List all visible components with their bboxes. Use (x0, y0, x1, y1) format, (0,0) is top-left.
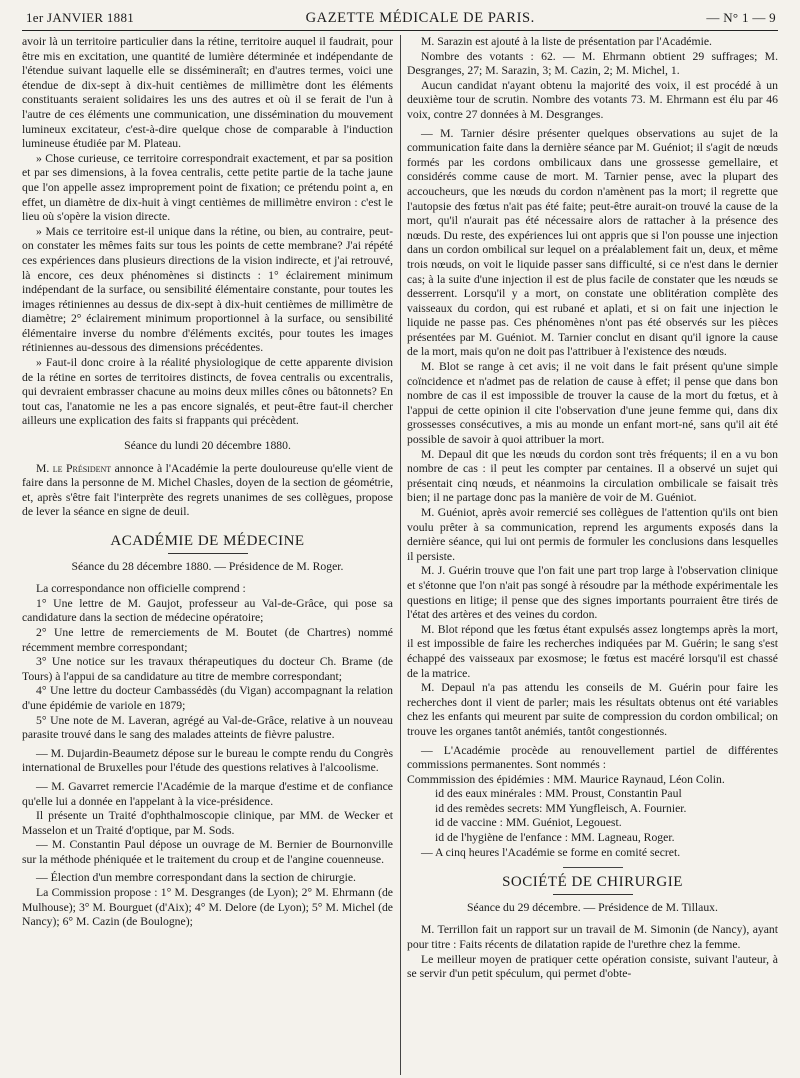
paragraph: avoir là un territoire particulier dans la rétine, territoire auquel il faudrait, pour être mis en excitation, une quantité de lumière déterminée et indépendante de l'étendue suivant laquelle elle se dissémineraît; en d'autres termes, voici une étendue de dix-sept à dix-huit centièmes de millimètre dont les éléments constituants seraient solidaires les uns des autres et où il se ferait de l'un à l'autre de ces éléments une communication, une dissémination du mouvement lumineux excitateur, c'est-à-dire quelque chose de comparable à l'induction lumineuse étudiée par M. Plateau. (22, 35, 393, 151)
paragraph: M. Depaul dit que les nœuds du cordon sont très fréquents; il en a vu bon nombre de cas : il peut les compter par centaines. Il a observé un sujet qui présentait cinq nœuds, et néanmoins la circulation ombilicale se faisait très bien; il ne partage donc pas la manière de voir de M. Guéniot. (407, 447, 778, 505)
right-column (407, 35, 778, 1075)
left-column (22, 35, 393, 1075)
divider (168, 553, 248, 554)
divider (563, 867, 623, 868)
list-item: 3° Une notice sur les travaux thérapeutiques du docteur Ch. Brame (de Tours) à l'appui de sa candidature au titre de membre correspondant; (22, 655, 393, 683)
session-heading: Séance du 28 décembre 1880. — Présidence de M. Roger. (71, 559, 344, 573)
commission-item: Commmission des épidémies : MM. Maurice Raynaud, Léon Colin. (407, 772, 725, 786)
divider (553, 894, 633, 895)
section-title: ACADÉMIE DE MÉDECINE (110, 533, 305, 549)
session-heading: Séance du 29 décembre. — Présidence de M. Tillaux. (467, 900, 718, 914)
paragraph: La correspondance non officielle comprend : (36, 582, 246, 596)
paragraph: M. Blot se range à cet avis; il ne voit dans le fait présent qu'une simple coïncidence et n'admet pas de relation de cause à effet; il pense que dans bon nombre de cas il est impossible de trouver la cause de la mort du fœtus, et à l'appui de cette opinion il cite l'observation d'une jeune femme qui, dans dix grossesses consécutives, a mis au monde un enfant mort-né, sans qu'il ait été possible de savoir à quoi attribuer la mort. (407, 360, 778, 447)
page-header (22, 10, 778, 31)
paragraph: La Commission propose : 1° M. Desgranges (de Lyon); 2° M. Ehrmann (de Mulhouse); 3° M. Bourguet (d'Aix); 4° M. Delore (de Lyon); 5° M. Michel (de Nancy); 6° M. Cazin (de Boulogne); (22, 886, 393, 929)
paragraph: M. Terrillon fait un rapport sur un travail de M. Simonin (de Nancy), ayant pour titre : Faits récents de dilatation rapide de l'urethre chez la femme. (407, 923, 778, 952)
paragraph: — A cinq heures l'Académie se forme en comité secret. (421, 845, 681, 859)
issue-date: 1er JANVIER 1881 (26, 10, 135, 25)
paragraph: — M. Dujardin-Beaumetz dépose sur le bureau le compte rendu du Congrès international de Bruxelles pour l'étude des questions relatives à l'alcoolisme. (22, 746, 393, 775)
list-item: 5° Une note de M. Laveran, agrégé au Val-de-Grâce, relative à un nouveau parasite trouvé dans le sang des malades atteints de fièvre palustre. (22, 713, 393, 742)
list-item: 2° Une lettre de remerciements de M. Boutet (de Chartres) nommé récemment membre correspondant; (22, 625, 393, 654)
paragraph: — M. Constantin Paul dépose un ouvrage de M. Bernier de Bournonville sur la méthode phéniquée et le traitement du croup et de l'angine couenneuse. (22, 838, 393, 866)
commission-item: id de l'hygiène de l'enfance : MM. Lagneau, Roger. (435, 831, 675, 845)
paragraph: M. Sarazin est ajouté à la liste de présentation par l'Académie. (421, 35, 712, 48)
article-columns (22, 35, 778, 1075)
paragraph: M. Guéniot, après avoir remercié ses collègues de l'attention qu'ils ont bien voulu prêter à sa communication, reprend les arguments exposés dans la dernière séance, qui lui ont permis de formuler les conclusions dans lesquelles il persiste. (407, 506, 778, 563)
session-heading: Séance du lundi 20 décembre 1880. (124, 439, 291, 453)
paragraph: Nombre des votants : 62. — M. Ehrmann obtient 29 suffrages; M. Desgranges, 27; M. Sarazin, 3; M. Cazin, 2; M. Michel, 1. (407, 49, 778, 78)
paragraph: M. J. Guérin trouve que l'on fait une part trop large à l'observation clinique et s'étonne que l'on n'ait pas songé à résoudre par la méthode expérimentale les questions en litige; il pense que des signes importants pourraient être tirés de l'état des artères et des veines du cordon. (407, 564, 778, 622)
commission-item: id des remèdes secrets: MM Yungfleisch, A. Fournier. (435, 801, 687, 815)
commission-item: id de vaccine : MM. Guéniot, Legouest. (435, 816, 622, 830)
column-divider (400, 35, 401, 1075)
section-title: SOCIÉTÉ DE CHIRURGIE (502, 874, 683, 891)
paragraph: M. Depaul n'a pas attendu les conseils de M. Guérin pour faire les recherches dont il vient de parler; mais les résultats obtenus ont été variables chez les enfants qui meurent par suite de compression du cordon ombilical; on trouve les organes tantôt anémiés, tantôt congestionnés. (407, 681, 778, 738)
paragraph: Le meilleur moyen de pratiquer cette opération consiste, suivant l'auteur, à se servir d'un petit spéculum, qui permet d'obte- (407, 952, 778, 981)
speaker-name: M. le Président (36, 461, 112, 475)
commission-item: id des eaux minérales : MM. Proust, Constantin Paul (435, 787, 682, 801)
paragraph: » Faut-il donc croire à la réalité physiologique de cette apparente division de la rétine en sortes de territoires distincts, de fovea centralis ou excentralis, qui devraient embrasser chacune au moins deux milles cônes ou bâtonnets? En tout cas, l'anatomie ne les a pas encore signalés, et peut-être faut-il chercher ailleurs une explication des faits si frappants qui précèdent. (22, 356, 393, 428)
paragraph: » Mais ce territoire est-il unique dans la rétine, ou bien, au contraire, peut-on constater les mêmes faits sur tous les points de cette membrane? J'ai répété ces expériences dans plusieurs directions de la vision indirecte, et j'ai retrouvé, là encore, ces deux phénomènes si distincts : 1° éclairement minimum indépendant de la surface, ou sensibilité élémentaire constante, pour toutes les images rétiniennes au dessus de dix-sept à dix-huit centièmes de millimètre de diamètre; 2° éclairement minimum proportionnel à la surface, ou sensibilité élémentaire inverse du nombre d'éléments excités, pour toutes les images rétiniennes au-dessous des dimensions précédentes. (22, 224, 393, 355)
list-item: 4° Une lettre du docteur Cambassédès (du Vigan) accompagnant la relation d'une épidémie de variole en 1879; (22, 684, 393, 712)
paragraph: Il présente un Traité d'ophthalmoscopie clinique, par MM. de Wecker et Masselon et un Traité d'optique, par M. Sods. (22, 809, 393, 837)
paragraph: Aucun candidat n'ayant obtenu la majorité des voix, il est procédé à un deuxième tour de scrutin. Nombre des votants 73. M. Ehrmann est élu par 46 voix, contre 27 données à M. Desgranges. (407, 78, 778, 121)
paragraph: — M. Gavarret remercie l'Académie de la marque d'estime et de confiance qu'elle lui a donnée en l'appelant à la vice-présidence. (22, 779, 393, 808)
paragraph: M. le Président annonce à l'Académie la perte douloureuse qu'elle vient de faire dans la personne de M. Michel Chasles, doyen de la section de géométrie, et, après s'être fait l'interprète des regrets unanimes de ses collègues, propose de lever la séance en signe de deuil. (22, 461, 393, 519)
paragraph: M. Blot répond que les fœtus étant expulsés assez longtemps après la mort, il est impossible de faire les recherches indiquées par M. Guérin; le sang s'est échappé des vaisseaux par exosmose; le fœtus est macéré lorsqu'il est chassé de la matrice. (407, 622, 778, 680)
paragraph: — L'Académie procède au renouvellement partiel de différentes commissions permanentes. Sont nommés : (407, 743, 778, 772)
page-number: — N° 1 — 9 (706, 10, 776, 25)
paragraph: » Chose curieuse, ce territoire correspondrait exactement, et par sa position et par ses dimensions, à la fovea centralis, cette petite partie de la tache jaune que l'on appelle assez improprement point de fixation; ce prétendu point a, en effet, un diamètre de dix-huit à vingt centièmes de millimètre environ : c'est le lieu où s'opère la vision directe. (22, 151, 393, 224)
publication-title: GAZETTE MÉDICALE DE PARIS. (305, 10, 535, 26)
paragraph: — Élection d'un membre correspondant dans la section de chirurgie. (36, 871, 356, 885)
list-item: 1° Une lettre de M. Gaujot, professeur au Val-de-Grâce, qui pose sa candidature dans la section de médecine opératoire; (22, 596, 393, 625)
paragraph: — M. Tarnier désire présenter quelques observations au sujet de la communication faite dans la dernière séance par M. Guéniot; il s'agit de nœuds formés par les cordons ombilicaux dans une grossesse gemellaire, et considérés comme cause de mort. M. Tarnier pense, avec la plupart des accoucheurs, que les nœuds du cordon n'amènent pas la mort; il regrette que l'autopsie des fœtus n'ait pas été faite; peut-être aurait-on trouvé la cause de la mort, qu'il n'aurait pas été nécessaire alors de rattacher à la présence des nœuds. Du reste, des expériences lui ont appris que si l'on pousse une injection dans un cordon ombilical sur lequel on a préalablement fait un, deux, et même trois nœuds, on voit le liquide passer sans difficulté, si ce n'est dans le dernier cas; à la suite d'une injection il est de plus facile de constater que les nœuds se desserrent. Lorsqu'il y a mort, on constate une oblitération complète des vaisseaux du cordon, qui est rubané et aplati, et si on fait une injection le liquide ne passe pas. Ces phénomènes n'ont pas été observés sur les pièces présentées par M. Guéniot. M. Tarnier conclut en disant qu'il ignore la cause de la mort, mais qu'on ne doit pas l'attribuer à l'existence des nœuds. (407, 126, 778, 359)
